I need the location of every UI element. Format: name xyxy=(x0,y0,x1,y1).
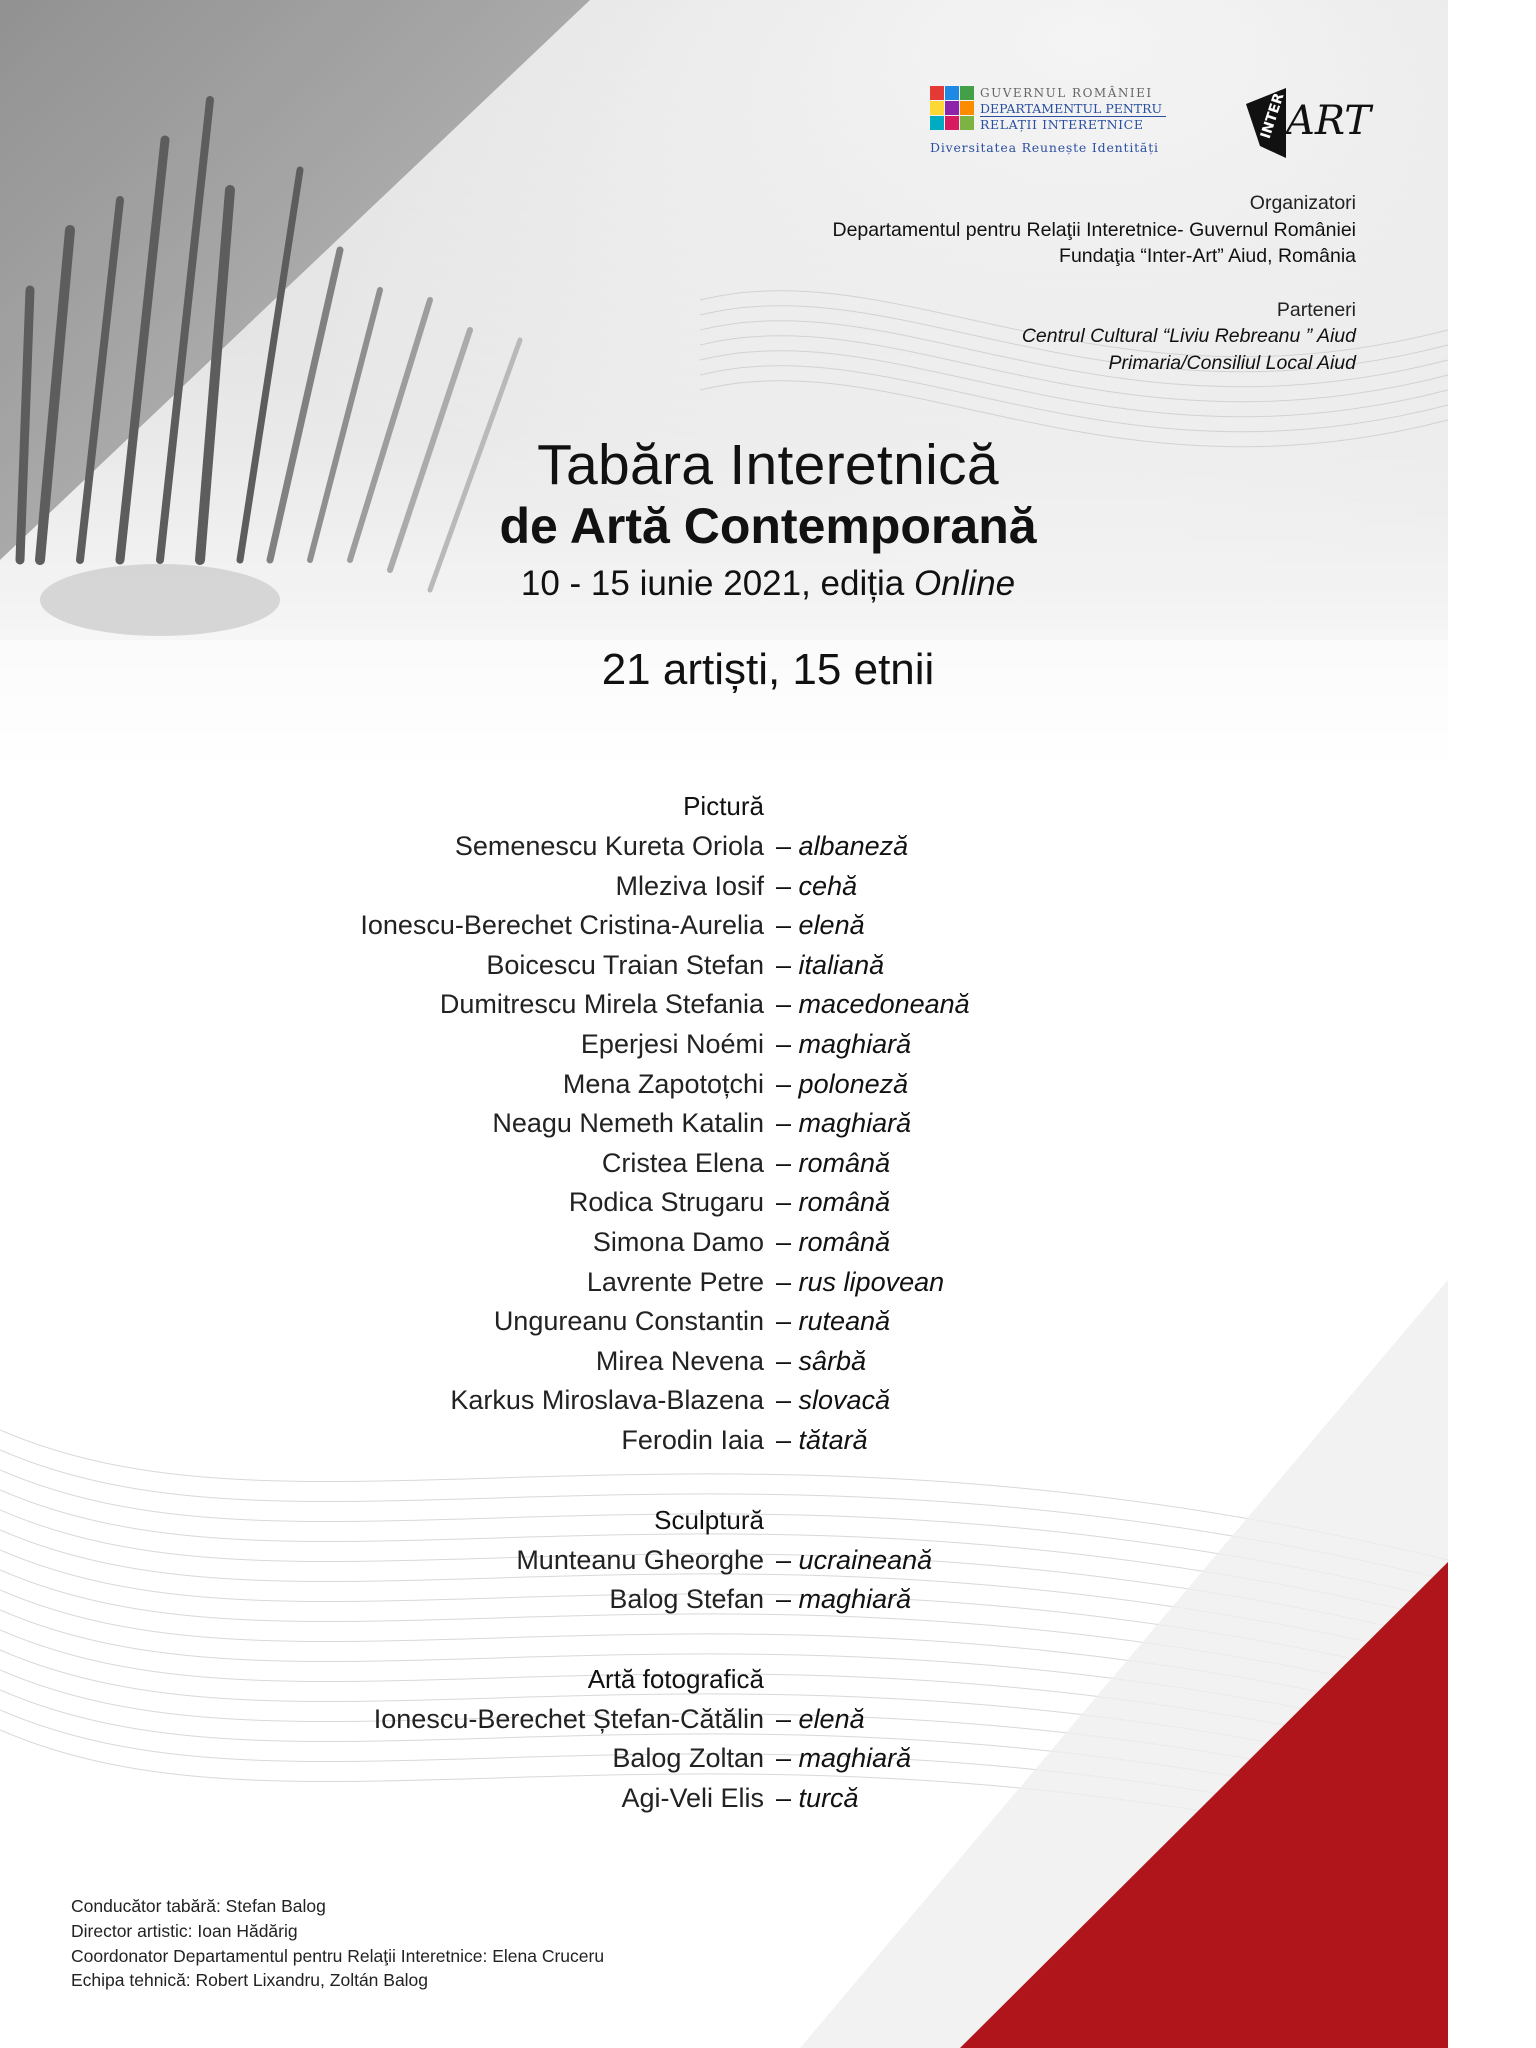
dash: – xyxy=(776,1187,792,1218)
artist-name: Ionescu-Berechet Cristina-Aurelia xyxy=(360,910,764,941)
interart-logo xyxy=(1246,86,1371,160)
event-dates xyxy=(0,558,1536,610)
partners-label: Parteneri xyxy=(1276,298,1356,321)
artist-ethnicity xyxy=(776,985,970,1025)
dash: – xyxy=(776,1544,792,1575)
artist-name: Ionescu-Berechet Ștefan-Cătălin xyxy=(373,1703,764,1734)
artist-row xyxy=(0,1541,1448,1581)
credit-line: Echipa tehnică: Robert Lixandru, Zoltán Balog xyxy=(71,1970,429,1991)
artist-name: Rodica Strugaru xyxy=(568,1187,764,1218)
puzzle-icon xyxy=(928,84,976,136)
artist-ethnicity xyxy=(776,1025,911,1065)
artist-name: Balog Zoltan xyxy=(612,1743,764,1774)
artist-name: Ferodin Iaia xyxy=(621,1424,764,1455)
artist-row xyxy=(0,1739,1448,1779)
artist-row xyxy=(0,1263,1448,1303)
dash: – xyxy=(776,1028,792,1059)
dash: – xyxy=(776,870,792,901)
artist-row xyxy=(0,1223,1448,1263)
artist-ethnicity xyxy=(776,1223,890,1263)
artist-ethnicity xyxy=(776,867,857,907)
ethnicity-label: macedoneană xyxy=(798,989,970,1020)
interart-logo-top-text: INTER xyxy=(1257,91,1288,141)
stats-line: 21 artiști, 15 etnii xyxy=(601,645,935,694)
artist-name: Mirea Nevena xyxy=(595,1345,764,1376)
ethnicity-label: elenă xyxy=(798,910,865,941)
partner-item: Primaria/Consiliul Local Aiud xyxy=(1108,351,1356,374)
artist-name: Dumitrescu Mirela Stefania xyxy=(439,989,764,1020)
ethnicity-label: ucraineană xyxy=(798,1544,933,1575)
artist-name: Mena Zapotoțchi xyxy=(562,1068,764,1099)
credit-line: Director artistic: Ioan Hădărig xyxy=(71,1920,298,1941)
ethnicity-label: cehă xyxy=(798,870,858,901)
organizer-item: Fundaţia “Inter-Art” Aiud, România xyxy=(1059,245,1356,267)
artist-ethnicity xyxy=(776,946,884,986)
credit-line: Coordonator Departamentul pentru Relaţii Interetnice: Elena Cruceru xyxy=(71,1945,605,1966)
ethnicity-label: ruteană xyxy=(798,1306,891,1337)
dash: – xyxy=(776,989,792,1020)
dash: – xyxy=(776,1306,792,1337)
artist-row xyxy=(0,946,1448,986)
artist-ethnicity xyxy=(776,1342,866,1382)
section-heading: Pictură xyxy=(683,791,764,821)
ethnicity-label: sârbă xyxy=(798,1345,867,1376)
ethnicity-label: albaneză xyxy=(798,831,909,861)
artist-ethnicity xyxy=(776,1302,890,1342)
ethnicity-label: tătară xyxy=(798,1424,868,1455)
dash: – xyxy=(776,1385,792,1416)
dash: – xyxy=(776,1266,792,1297)
dash: – xyxy=(776,910,792,941)
organizers-label: Organizatori xyxy=(1249,192,1356,214)
artist-ethnicity xyxy=(776,1779,859,1819)
section-heading: Sculptură xyxy=(654,1504,764,1535)
artist-ethnicity xyxy=(776,1739,911,1779)
artist-row xyxy=(0,985,1448,1025)
title-line2: de Artă Contemporană xyxy=(499,498,1037,554)
dash: – xyxy=(776,1345,792,1376)
dash: – xyxy=(776,1226,792,1257)
ethnicity-label: poloneză xyxy=(798,1068,909,1099)
ethnicity-label: română xyxy=(798,1226,891,1257)
dri-logo xyxy=(928,84,1168,160)
artist-name: Eperjesi Noémi xyxy=(580,1028,764,1059)
artist-name: Lavrente Petre xyxy=(586,1266,764,1297)
dash: – xyxy=(776,1743,792,1774)
dri-logo-tagline: Diversitatea Reunește Identități xyxy=(930,140,1159,155)
ethnicity-label: turcă xyxy=(798,1782,859,1813)
dri-logo-line2: DEPARTAMENTUL PENTRU xyxy=(980,101,1163,116)
artist-name: Agi-Veli Elis xyxy=(621,1782,764,1813)
artist-name: Mleziva Iosif xyxy=(615,870,764,901)
artist-ethnicity xyxy=(776,1263,944,1303)
artist-ethnicity xyxy=(776,1144,890,1184)
ethnicity-label: elenă xyxy=(798,1703,865,1734)
artist-row xyxy=(0,1025,1448,1065)
artist-row xyxy=(0,827,1448,867)
artist-row xyxy=(0,1104,1448,1144)
artist-ethnicity xyxy=(776,1183,890,1223)
ethnicity-label: maghiară xyxy=(798,1584,912,1615)
ethnicity-label: rus lipovean xyxy=(798,1266,945,1297)
artist-row xyxy=(0,867,1448,907)
interart-logo-main-text: ART xyxy=(1286,98,1371,144)
artist-name: Balog Stefan xyxy=(609,1584,764,1615)
artist-name: Neagu Nemeth Katalin xyxy=(492,1108,764,1139)
artist-name: Cristea Elena xyxy=(601,1147,764,1178)
credits-block xyxy=(71,1894,604,1993)
artist-name: Boicescu Traian Stefan xyxy=(486,949,764,980)
artist-row xyxy=(0,906,1448,946)
ethnicity-label: maghiară xyxy=(798,1108,912,1139)
artist-name: Karkus Miroslava-Blazena xyxy=(450,1385,764,1416)
artist-ethnicity xyxy=(776,1541,932,1581)
artist-ethnicity xyxy=(776,1104,911,1144)
artist-row xyxy=(0,1183,1448,1223)
ethnicity-label: maghiară xyxy=(798,1028,912,1059)
artist-name: Simona Damo xyxy=(592,1226,764,1257)
ethnicity-label: română xyxy=(798,1187,891,1218)
artist-row xyxy=(0,1421,1448,1461)
organizers-block xyxy=(832,190,1356,376)
partner-item: Centrul Cultural “Liviu Rebreanu ” Aiud xyxy=(1021,325,1356,347)
artist-row xyxy=(0,1342,1448,1382)
dash: – xyxy=(776,1068,792,1099)
artist-ethnicity xyxy=(776,1580,911,1620)
dash: – xyxy=(776,831,792,861)
artist-row xyxy=(0,1700,1448,1740)
credit-line: Conducător tabără: Stefan Balog xyxy=(71,1896,326,1916)
artist-ethnicity xyxy=(776,1381,890,1421)
artist-row xyxy=(0,1779,1448,1819)
ethnicity-label: slovacă xyxy=(798,1385,891,1416)
artist-name: Semenescu Kureta Oriola xyxy=(454,831,764,861)
title-block xyxy=(0,432,1536,700)
artists-list xyxy=(0,785,1448,1818)
ethnicity-label: italiană xyxy=(798,949,885,980)
dri-logo-line1: GUVERNUL ROMÂNIEI xyxy=(980,86,1153,100)
dates-text: 10 - 15 iunie 2021, ediția xyxy=(520,564,905,603)
artist-row xyxy=(0,1580,1448,1620)
edition-text: Online xyxy=(913,564,1016,603)
dash: – xyxy=(776,949,792,980)
dash: – xyxy=(776,1782,792,1813)
ethnicity-label: maghiară xyxy=(798,1743,912,1774)
artist-row xyxy=(0,1144,1448,1184)
ethnicity-label: română xyxy=(798,1147,891,1178)
artist-row xyxy=(0,1065,1448,1105)
artist-ethnicity xyxy=(776,1700,865,1740)
artist-name: Ungureanu Constantin xyxy=(493,1306,764,1337)
organizer-item: Departamentul pentru Relaţii Interetnice- Guvernul României xyxy=(832,218,1356,241)
section-heading: Artă fotografică xyxy=(587,1663,764,1694)
artist-ethnicity xyxy=(776,827,908,867)
artist-ethnicity xyxy=(776,906,865,946)
artist-ethnicity xyxy=(776,1065,908,1105)
artist-row xyxy=(0,1302,1448,1342)
dash: – xyxy=(776,1584,792,1615)
dash: – xyxy=(776,1424,792,1455)
artist-ethnicity xyxy=(776,1421,868,1461)
artist-name: Munteanu Gheorghe xyxy=(516,1544,764,1575)
dash: – xyxy=(776,1703,792,1734)
dri-logo-line3: RELAȚII INTERETNICE xyxy=(980,117,1144,132)
dash: – xyxy=(776,1108,792,1139)
dash: – xyxy=(776,1147,792,1178)
title-line1: Tabăra Interetnică xyxy=(537,433,999,497)
artist-row xyxy=(0,1381,1448,1421)
